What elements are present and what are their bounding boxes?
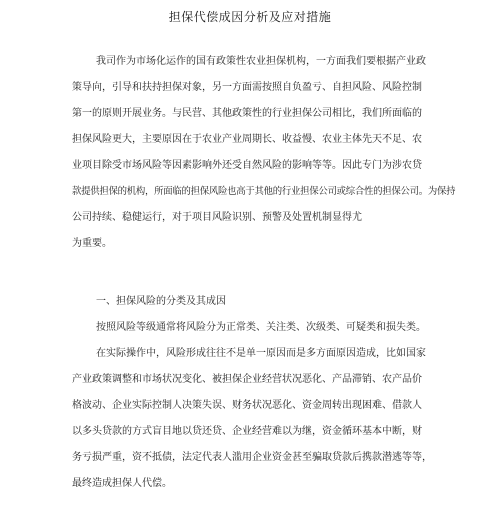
paragraph-line: 以多头贷款的方式盲目地以贷还贷、企业经营难以为继，资金循环基本中断，财 [72, 426, 422, 437]
paragraph-line: 第一的原则开展业务。与民营、其他政策性的行业担保公司相比，我们所面临的 [72, 108, 422, 119]
document-title: 担保代偿成因分析及应对措施 [168, 10, 332, 24]
paragraph-line: 策导向，引导和扶持担保对象，另一方面需按照自负盈亏、自担风险、风险控制 [72, 82, 422, 93]
paragraph-line: 公司持续、稳健运行，对于项目风险识别、预警及处置机制显得尤 [72, 212, 362, 223]
paragraph-line: 务亏损严重，资不抵债，法定代表人滥用企业资金甚至骗取贷款后携款潜逃等等， [72, 452, 432, 463]
paragraph-line: 在实际操作中，风险形成往往不是单一原因而是多方面原因造成，比如国家 [96, 348, 426, 359]
paragraph-line: 产业政策调整和市场状况变化、被担保企业经营状况恶化、产品滞销、农产品价 [72, 374, 422, 385]
paragraph-line: 格波动、企业实际控制人决策失误、财务状况恶化、资金周转出现困难、借款人 [72, 400, 422, 411]
paragraph-line: 我司作为市场化运作的国有政策性农业担保机构，一方面我们要根据产业政 [96, 56, 426, 67]
paragraph-line: 业项目除受市场风险等因素影响外还受自然风险的影响等等。因此专门为涉农贷 [72, 160, 422, 171]
paragraph-line: 最终造成担保人代偿。 [72, 478, 172, 489]
section-heading: 一、担保风险的分类及其成因 [96, 296, 226, 307]
paragraph-line: 款提供担保的机构，所面临的担保风险也高于其他的行业担保公司或综合性的担保公司。为保持 [72, 186, 456, 197]
paragraph-line: 按照风险等级通常将风险分为正常类、关注类、次级类、可疑类和损失类。 [96, 322, 426, 333]
paragraph-line: 担保风险更大，主要原因在于农业产业周期长、收益慢、农业主体先天不足、农 [72, 134, 422, 145]
paragraph-line: 为重要。 [72, 238, 112, 249]
